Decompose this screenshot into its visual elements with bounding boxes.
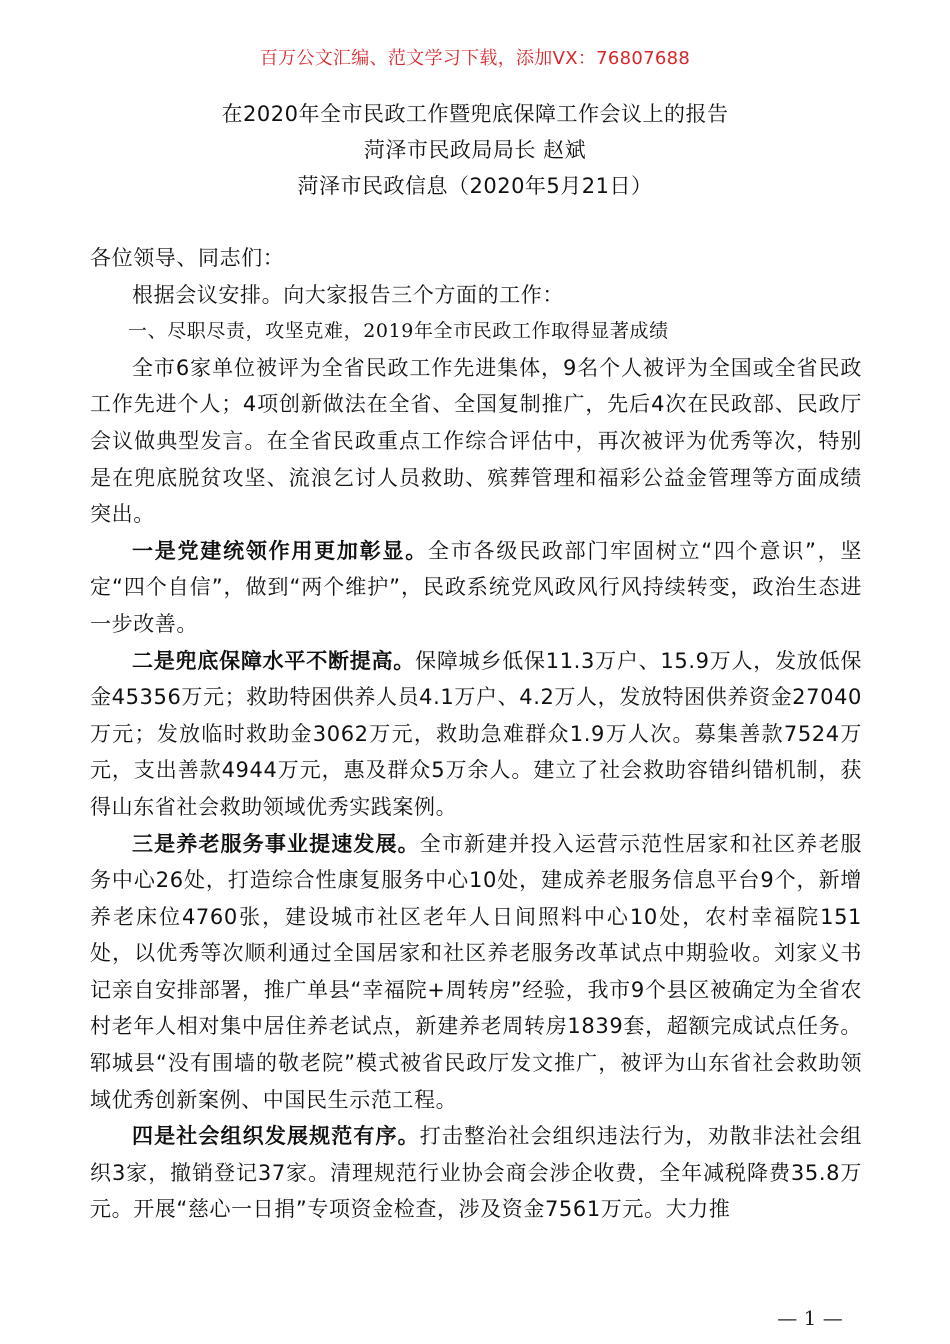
title-block	[60, 96, 890, 204]
point-paragraph	[90, 1118, 862, 1228]
watermark-banner: 百万公文汇编、范文学习下载，添加VX：76807688	[259, 48, 691, 69]
point-text: 保障城乡低保11.3万户、15.9万人，发放低保金45356万元；救助特困供养人员4.1万户、4.2万人，发放特困供养资金27040万元；发放临时救助金3062万元，救助急难群众1.9万人次。募集善款7524万元，支出善款4944万元，惠及群众5万余人。建立了社会救助容错纠错机制，获得山东省社会救助领域优秀实践案例。	[90, 648, 862, 819]
document-source: 菏泽市民政信息（2020年5月21日）	[297, 174, 653, 198]
point-lead: 二是兜底保障水平不断提高。	[132, 648, 416, 673]
intro-paragraph: 根据会议安排。向大家报告三个方面的工作：	[132, 282, 564, 307]
point-text: 全市新建并投入运营示范性居家和社区养老服务中心26处，打造综合性康复服务中心10处，建成养老服务信息平台9个，新增养老床位4760张，建设城市社区老年人日间照料中心10处，农村幸福院151处，以优秀等次顺利通过全国居家和社区养老服务改革试点中期验收。刘家义书记亲自安排部署，推广单县“幸福院+周转房”经验，我市9个县区被确定为全省农村老年人相对集中居住养老试点，新建养老周转房1839套，超额完成试点任务。郓城县“没有围墙的敬老院”模式被省民政厅发文推广，被评为山东省社会救助领域优秀创新案例、中国民生示范工程。	[90, 831, 862, 1112]
point-text: 全市各级民政部门牢固树立“四个意识”，坚定“四个自信”，做到“两个维护”，民政系统党风政风行风持续转变，政治生态进一步改善。	[90, 538, 862, 636]
document-title: 在2020年全市民政工作暨兜底保障工作会议上的报告	[221, 102, 729, 126]
point-lead: 四是社会组织发展规范有序。	[132, 1124, 420, 1149]
salutation: 各位领导、同志们：	[90, 246, 285, 270]
document-body	[90, 240, 862, 1228]
point-text: 打击整治社会组织违法行为，劝散非法社会组织3家，撤销登记37家。清理规范行业协会商会涉企收费，全年减税降费35.8万元。开展“慈心一日捐”专项资金检查，涉及资金7561万元。大力推	[90, 1124, 862, 1222]
summary-paragraph: 全市6家单位被评为全省民政工作先进集体，9名个人被评为全国或全省民政工作先进个人；4项创新做法在全省、全国复制推广，先后4次在民政部、民政厅会议做典型发言。在全省民政重点工作综合评估中，再次被评为优秀等次，特别是在兜底脱贫攻坚、流浪乞讨人员救助、殡葬管理和福彩公益金管理等方面成绩突出。	[90, 355, 862, 527]
point-lead: 一是党建统领作用更加彰显。	[132, 538, 429, 563]
point-lead: 三是养老服务事业提速发展。	[132, 831, 420, 856]
document-author: 菏泽市民政局局长 赵斌	[363, 138, 587, 162]
page-number: — 1 —	[777, 1306, 843, 1330]
point-paragraph	[90, 826, 862, 1119]
section-heading: 一、尽职尽责，攻坚克难，2019年全市民政工作取得显著成绩	[128, 320, 669, 343]
point-paragraph	[90, 533, 862, 643]
point-paragraph	[90, 643, 862, 826]
